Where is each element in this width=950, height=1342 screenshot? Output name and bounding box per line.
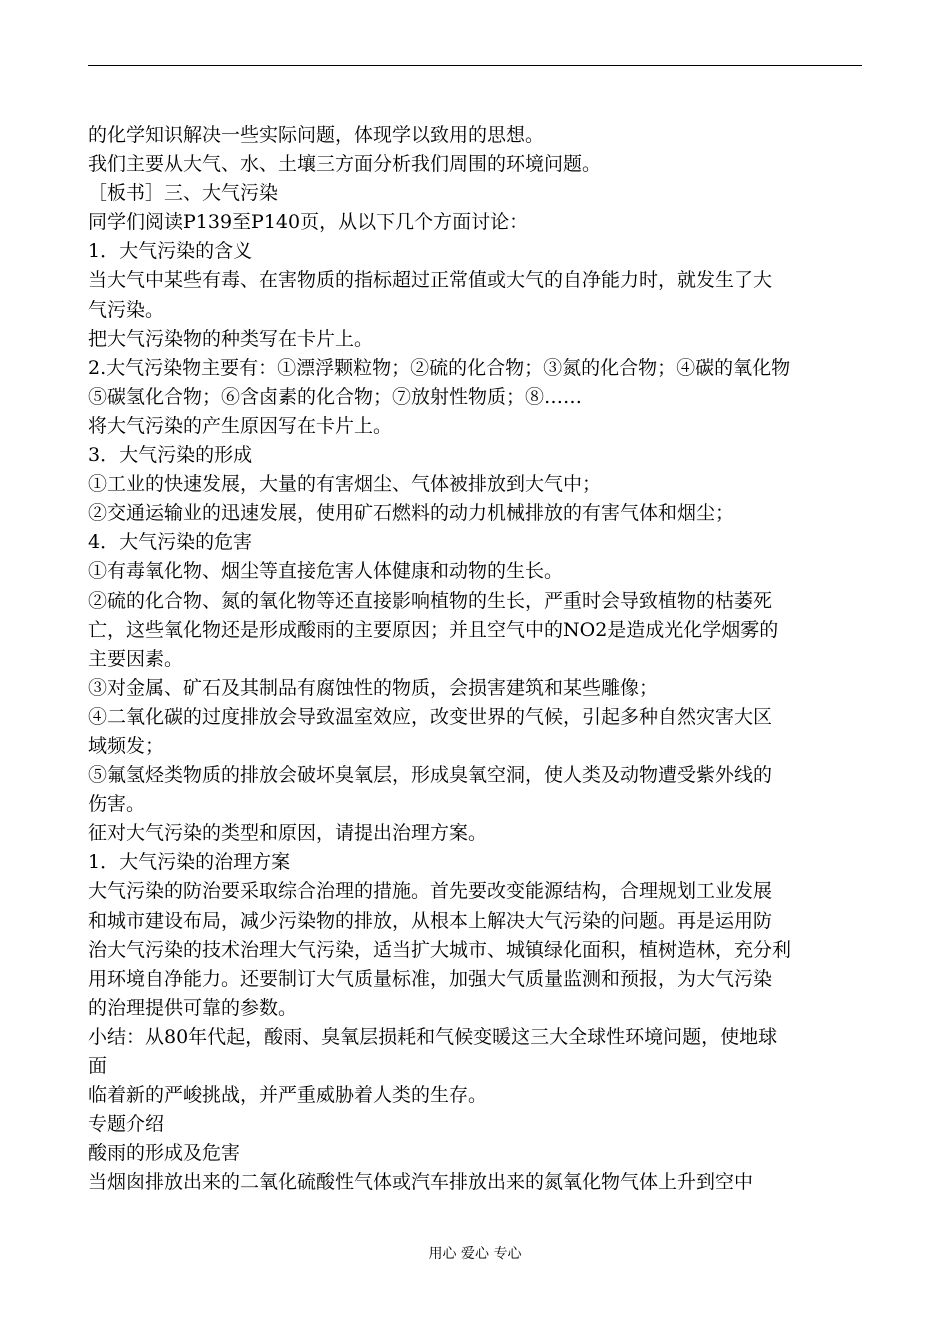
text-line: ⑤碳氢化合物；⑥含卤素的化合物；⑦放射性物质；⑧…… xyxy=(88,385,583,408)
text-line: 小结：从80年代起，酸雨、臭氧层损耗和气候变暖这三大全球性环境问题，使地球 xyxy=(88,1025,778,1048)
text-line: 和城市建设布局，减少污染物的排放，从根本上解决大气污染的问题。再是运用防 xyxy=(88,909,773,932)
text-line: 把大气污染物的种类写在卡片上。 xyxy=(88,327,374,350)
text-line: 气污染。 xyxy=(88,298,165,321)
text-line: 同学们阅读P139至P140页，从以下几个方面讨论： xyxy=(88,211,529,234)
text-line: 3．大气污染的形成 xyxy=(88,444,253,467)
text-line: 当烟囱排放出来的二氧化硫酸性气体或汽车排放出来的氮氧化物气体上升到空中 xyxy=(88,1171,754,1194)
text-line: 将大气污染的产生原因写在卡片上。 xyxy=(88,414,393,437)
text-line: 专题介绍 xyxy=(88,1113,165,1136)
text-line: 1．大气污染的治理方案 xyxy=(88,851,291,874)
text-line: ③对金属、矿石及其制品有腐蚀性的物质，会损害建筑和某些雕像； xyxy=(88,676,659,699)
text-line: 征对大气污染的类型和原因，请提出治理方案。 xyxy=(88,822,488,845)
text-line: 用环境自净能力。还要制订大气质量标准，加强大气质量监测和预报，为大气污染 xyxy=(88,967,773,990)
text-line: 面 xyxy=(88,1055,108,1077)
document-body xyxy=(88,121,864,1197)
text-line: ［板书］三、大气污染 xyxy=(88,182,279,205)
text-line: 我们主要从大气、水、土壤三方面分析我们周围的环境问题。 xyxy=(88,153,602,176)
text-line: 当大气中某些有毒、在害物质的指标超过正常值或大气的自净能力时，就发生了大 xyxy=(88,269,773,292)
text-line: ⑤氟氢烃类物质的排放会破坏臭氧层，形成臭氧空洞，使人类及动物遭受紫外线的 xyxy=(88,764,773,787)
text-line: 域频发； xyxy=(88,734,165,757)
text-line: 大气污染的防治要采取综合治理的措施。首先要改变能源结构，合理规划工业发展 xyxy=(88,880,773,903)
text-line: 亡，这些氧化物还是形成酸雨的主要原因；并且空气中的NO2是造成光化学烟雾的 xyxy=(88,618,779,641)
text-line: ①工业的快速发展，大量的有害烟尘、气体被排放到大气中； xyxy=(88,473,602,496)
text-line: 治大气污染的技术治理大气污染，适当扩大城市、城镇绿化面积，植树造林，充分利 xyxy=(88,938,792,961)
text-line: 主要因素。 xyxy=(88,647,184,670)
text-line: ④二氧化碳的过度排放会导致温室效应，改变世界的气候，引起多种自然灾害大区 xyxy=(88,705,773,728)
text-line: ②硫的化合物、氮的氧化物等还直接影响植物的生长，严重时会导致植物的枯萎死 xyxy=(88,589,773,612)
page-footer: 用心 爱心 专心 xyxy=(428,1246,522,1262)
text-line: 2.大气污染物主要有：①漂浮颗粒物；②硫的化合物；③氮的化合物；④碳的氧化物 xyxy=(88,356,791,379)
text-line: ②交通运输业的迅速发展，使用矿石燃料的动力机械排放的有害气体和烟尘； xyxy=(88,502,735,525)
text-line: 酸雨的形成及危害 xyxy=(88,1142,241,1165)
text-line: 4．大气污染的危害 xyxy=(88,531,253,554)
text-line: 1．大气污染的含义 xyxy=(88,240,253,263)
text-line: 临着新的严峻挑战，并严重威胁着人类的生存。 xyxy=(88,1084,488,1107)
text-line: 伤害。 xyxy=(88,793,146,816)
text-line: 的化学知识解决一些实际问题，体现学以致用的思想。 xyxy=(88,124,545,146)
text-line: ①有毒氧化物、烟尘等直接危害人体健康和动物的生长。 xyxy=(88,560,564,583)
header-rule xyxy=(88,65,862,66)
text-line: 的治理提供可靠的参数。 xyxy=(88,996,298,1019)
